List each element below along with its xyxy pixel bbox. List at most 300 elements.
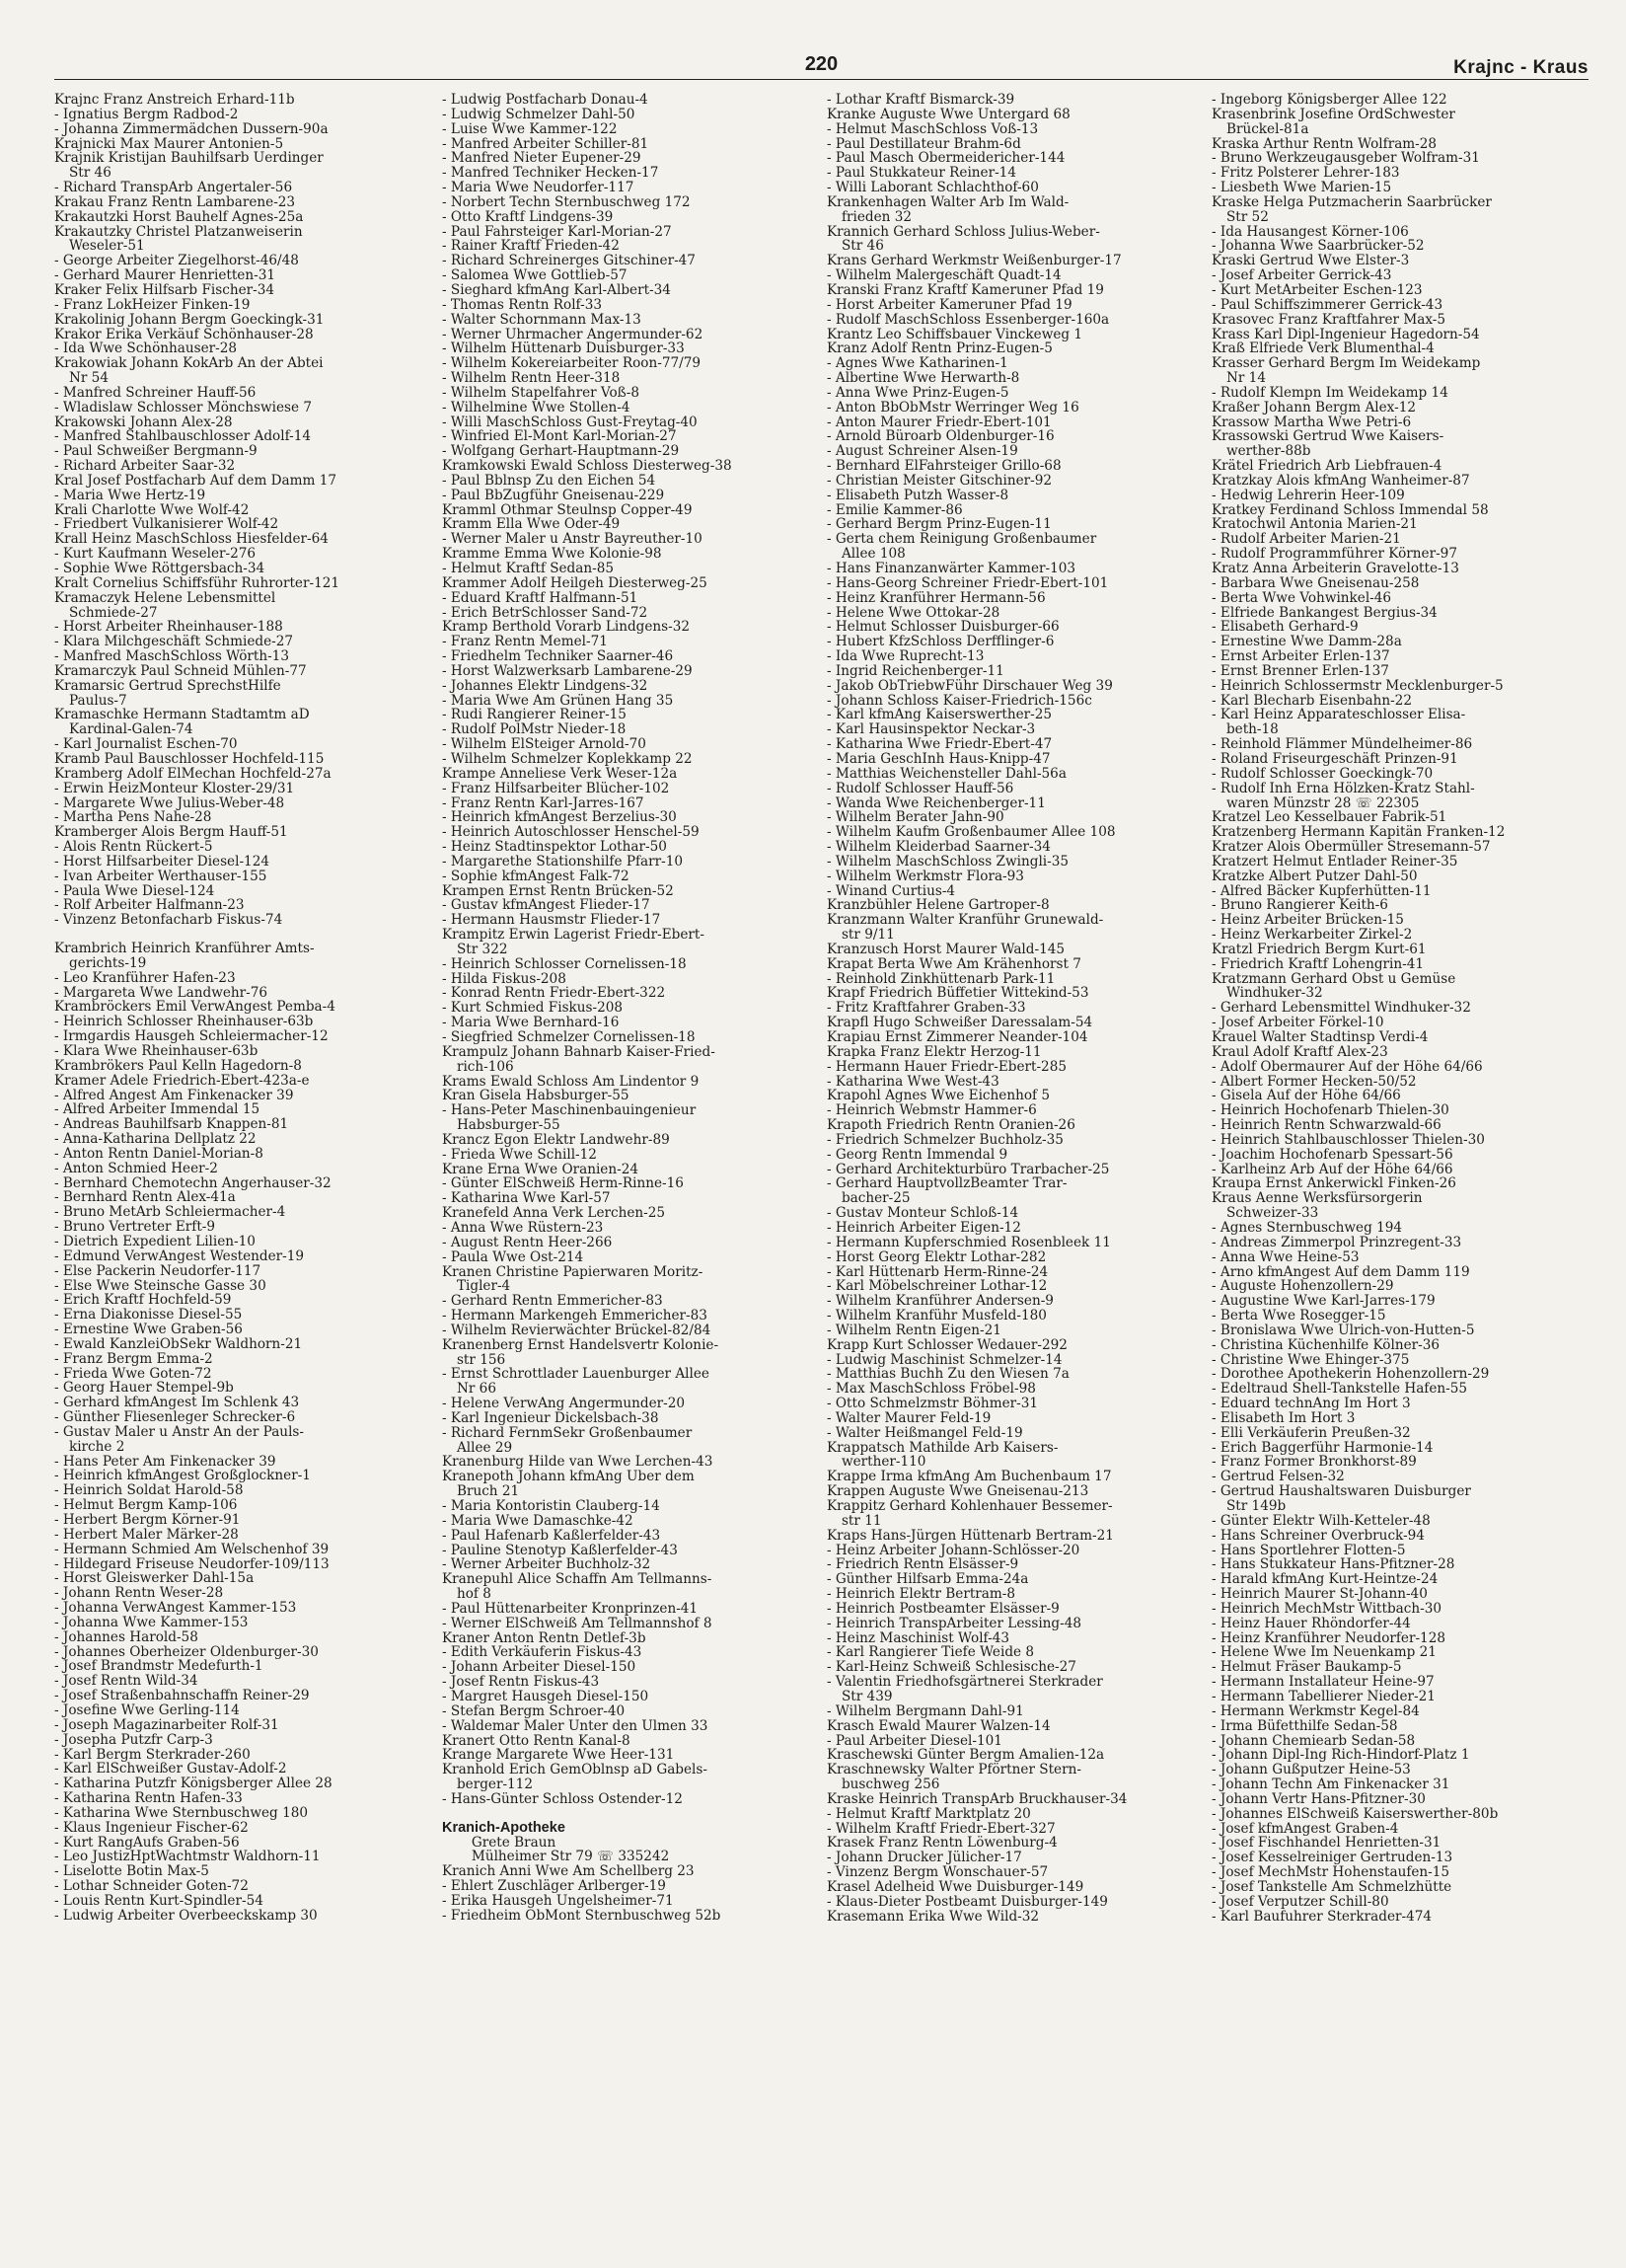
- directory-entry: - Heinrich Soldat Harold-58: [54, 1483, 244, 1499]
- directory-entry: str 9/11: [841, 928, 895, 943]
- directory-entry: Krampitz Erwin Lagerist Friedr-Ebert-: [442, 928, 704, 943]
- directory-entry: Krali Charlotte Wwe Wolf-42: [54, 502, 250, 518]
- directory-entry: - Wilhelm Rentn Eigen-21: [827, 1323, 1001, 1338]
- directory-entry: Kramp Berthold Vorarb Lindgens-32: [442, 620, 691, 636]
- directory-entry: - Ida Wwe Schönhauser-28: [54, 341, 238, 357]
- directory-entry: Kratzl Friedrich Bergm Kurt-61: [1212, 942, 1427, 957]
- directory-entry: - Manfred MaschSchloss Wörth-13: [54, 649, 289, 664]
- directory-entry: - Ernestine Wwe Graben-56: [54, 1323, 243, 1337]
- directory-entry: - Karl-Heinz Schweiß Schlesische-27: [827, 1660, 1076, 1676]
- directory-entry: Str 322: [456, 942, 508, 957]
- directory-entry: Kranski Franz Kraftf Kameruner Pfad 19: [827, 282, 1104, 298]
- directory-entry: - Maria Kontoristin Clauberg-14: [442, 1499, 660, 1514]
- directory-entry: Schmiede-27: [68, 605, 158, 621]
- directory-entry: - Hilda Fiskus-208: [442, 971, 566, 987]
- directory-entry: - Maria Wwe Damaschke-42: [442, 1513, 633, 1529]
- directory-entry: Krapp Kurt Schlosser Wedauer-292: [827, 1337, 1068, 1353]
- directory-entry: - Wilhelm Stapelfahrer Voß-8: [442, 385, 640, 401]
- directory-entry: - Werner Arbeiter Buchholz-32: [442, 1557, 651, 1573]
- directory-entry: - Helmut Bergm Kamp-106: [54, 1498, 238, 1513]
- directory-entry: - Valentin Friedhofsgärtnerei Sterkrader: [827, 1675, 1103, 1690]
- directory-entry: - Elli Verkäuferin Preußen-32: [1212, 1425, 1411, 1441]
- directory-entry: Kratzkay Alois kfmAng Wanheimer-87: [1212, 473, 1470, 489]
- directory-entry: - Karl Journalist Eschen-70: [54, 737, 238, 752]
- business-heading: Kranich-Apotheke: [442, 1820, 565, 1836]
- directory-entry: - Hans-Georg Schreiner Friedr-Ebert-101: [827, 575, 1109, 591]
- directory-entry: - Gustav Maler u Anstr An der Pauls-: [54, 1424, 304, 1440]
- directory-entry: - Franz Bergm Emma-2: [54, 1351, 213, 1367]
- directory-entry: - Johannes Harold-58: [54, 1629, 198, 1645]
- directory-entry: - Hans-Günter Schloss Ostender-12: [442, 1791, 683, 1807]
- directory-entry: - Johann Chemiearb Sedan-58: [1212, 1733, 1416, 1749]
- directory-entry: - Josef Kesselreiniger Gertruden-13: [1212, 1851, 1453, 1866]
- directory-entry: - Ludwig Schmelzer Dahl-50: [442, 107, 635, 122]
- directory-entry: Krasel Adelheid Wwe Duisburger-149: [827, 1879, 1084, 1895]
- directory-entry: - Heinrich Webmstr Hammer-6: [827, 1103, 1037, 1119]
- running-head: Krajnc - Kraus: [1453, 57, 1589, 78]
- directory-entry: - Eduard Kraftf Halfmann-51: [442, 590, 638, 606]
- directory-entry: - Adolf Obermaurer Auf der Höhe 64/66: [1212, 1059, 1483, 1075]
- directory-entry: - Karl kfmAng Kaiserswerther-25: [827, 708, 1053, 723]
- directory-entry: - Werner Maler u Anstr Bayreuther-10: [442, 532, 702, 548]
- directory-entry: - Walter Schornmann Max-13: [442, 312, 641, 328]
- directory-entry: - Ida Hausangest Körner-106: [1212, 224, 1409, 240]
- directory-entry: - Hermann Werkmstr Kegel-84: [1212, 1703, 1420, 1719]
- directory-entry: - Norbert Techn Sternbuschweg 172: [442, 194, 691, 210]
- page-number: 220: [804, 53, 839, 75]
- directory-entry: Krans Gerhard Werkmstr Weißenburger-17: [827, 254, 1122, 269]
- directory-entry: - Rudolf PolMstr Nieder-18: [442, 722, 627, 738]
- directory-entry: Kraner Anton Rentn Detlef-3b: [442, 1630, 646, 1646]
- directory-entry: - Paul Masch Obermeidericher-144: [827, 151, 1066, 167]
- directory-entry: - Heinrich Schlossermstr Mecklenburger-5: [1212, 678, 1504, 694]
- directory-entry: - Heinz Werkarbeiter Zirkel-2: [1212, 928, 1413, 943]
- directory-entry: - Fritz Kraftfahrer Graben-33: [827, 1001, 1026, 1017]
- directory-entry: - Vinzenz Bergm Wonschauer-57: [827, 1865, 1049, 1880]
- directory-entry: - Rudolf Programmführer Körner-97: [1212, 547, 1457, 562]
- directory-entry: - Anna-Katharina Dellplatz 22: [54, 1132, 257, 1147]
- directory-entry: - Bernhard ElFahrsteiger Grillo-68: [827, 459, 1062, 474]
- directory-entry: - Karl Blecharb Eisenbahn-22: [1212, 693, 1412, 709]
- directory-entry: Kraski Gertrud Wwe Elster-3: [1212, 254, 1410, 269]
- directory-entry: - Wilhelm Werkmstr Flora-93: [827, 869, 1024, 884]
- directory-entry: - Ludwig Arbeiter Overbeeckskamp 30: [54, 1908, 318, 1924]
- directory-entry: - Erich Baggerführ Harmonie-14: [1212, 1440, 1434, 1456]
- directory-entry: - Werner Uhrmacher Angermunder-62: [442, 327, 703, 342]
- directory-entry: Kramaschke Hermann Stadtamtm aD: [54, 708, 310, 723]
- directory-entry: - Friedrich Schmelzer Buchholz-35: [827, 1132, 1064, 1148]
- directory-entry: - Wladislaw Schlosser Mönchswiese 7: [54, 400, 313, 416]
- directory-entry: Krappe Irma kfmAng Am Buchenbaum 17: [827, 1470, 1112, 1485]
- directory-entry: Krasek Franz Rentn Löwenburg-4: [827, 1836, 1058, 1852]
- directory-entry: - Johann Arbeiter Diesel-150: [442, 1660, 636, 1676]
- directory-entry: - Wilhelm MaschSchloss Zwingli-35: [827, 854, 1070, 869]
- directory-entry: - Emilie Kammer-86: [827, 502, 963, 518]
- directory-entry: - Manfred Schreiner Hauff-56: [54, 385, 257, 401]
- directory-entry: - Friedbert Vulkanisierer Wolf-42: [54, 517, 279, 533]
- directory-entry: - Katharina Wwe Friedr-Ebert-47: [827, 737, 1053, 752]
- directory-entry: - Gerhard HauptvollzBeamter Trar-: [827, 1176, 1068, 1192]
- directory-entry: - Matthias Weichensteller Dahl-56a: [827, 766, 1067, 782]
- directory-entry: Krane Erna Wwe Oranien-24: [442, 1162, 638, 1177]
- directory-entry: - Eduard technAng Im Hort 3: [1212, 1397, 1411, 1411]
- directory-entry: - Gerhard Lebensmittel Windhuker-32: [1212, 1001, 1471, 1017]
- directory-entry: Kratzel Leo Kesselbauer Fabrik-51: [1212, 810, 1447, 826]
- directory-entry: - Heinrich Rentn Schwarzwald-66: [1212, 1118, 1441, 1133]
- directory-entry: - Horst Arbeiter Rheinhauser-188: [54, 620, 283, 636]
- directory-entry: - Leo Kranführer Hafen-23: [54, 970, 236, 986]
- directory-entry: - Kurt RangAufs Graben-56: [54, 1835, 240, 1851]
- directory-entry: - Helmut Fräser Baukamp-5: [1212, 1660, 1402, 1676]
- directory-entry: - Christine Wwe Ehinger-375: [1212, 1352, 1410, 1368]
- directory-entry: Kramberg Adolf ElMechan Hochfeld-27a: [54, 766, 332, 782]
- directory-entry: Krajnik Kristijan Bauhilfsarb Uerdinger: [54, 151, 324, 167]
- directory-entry: - Waldemar Maler Unter den Ulmen 33: [442, 1718, 708, 1734]
- directory-entry: Kratzke Albert Putzer Dahl-50: [1212, 869, 1418, 884]
- directory-entry: - Ignatius Bergm Radbod-2: [54, 107, 239, 122]
- directory-entry: - Edeltraud Shell-Tankstelle Hafen-55: [1212, 1382, 1468, 1398]
- directory-entry: Krapiau Ernst Zimmerer Neander-104: [827, 1030, 1088, 1045]
- directory-entry: - Josef Arbeiter Förkel-10: [1212, 1016, 1384, 1030]
- directory-entry: - Max MaschSchloss Fröbel-98: [827, 1382, 1036, 1398]
- directory-entry: - Rolf Arbeiter Halfmann-23: [54, 898, 245, 914]
- directory-entry: Kraske Heinrich TranspArb Bruckhauser-34: [827, 1791, 1128, 1807]
- directory-entry: werther-110: [841, 1455, 926, 1471]
- directory-entry: - Johanna Zimmermädchen Dussern-90a: [54, 121, 329, 137]
- directory-entry: - Hermann Installateur Heine-97: [1212, 1675, 1435, 1690]
- directory-entry: - Franz Former Bronkhorst-89: [1212, 1455, 1417, 1471]
- directory-entry: - Hans Schreiner Overbruck-94: [1212, 1528, 1425, 1544]
- directory-entry: - Günther Fliesenleger Schrecker-6: [54, 1410, 296, 1425]
- directory-entry: - Hermann Hausmstr Flieder-17: [442, 913, 661, 929]
- directory-entry: - Heinrich kfmAngest Berzelius-30: [442, 810, 677, 826]
- directory-entry: - Elisabeth Putzh Wasser-8: [827, 488, 1009, 503]
- directory-entry: - Rainer Kraftf Frieden-42: [442, 239, 620, 255]
- directory-entry: Krampe Anneliese Verk Weser-12a: [442, 766, 678, 782]
- directory-entry: - Lothar Kraftf Bismarck-39: [827, 93, 1015, 108]
- directory-entry: - Elisabeth Gerhard-9: [1212, 620, 1359, 636]
- directory-entry: Kranhold Erich GemOblnsp aD Gabels-: [442, 1763, 707, 1778]
- directory-entry: - Agnes Wwe Katharinen-1: [827, 356, 1008, 372]
- directory-entry: - Manfred Techniker Hecken-17: [442, 166, 659, 182]
- directory-entry: - Klara Milchgeschäft Schmiede-27: [54, 635, 294, 650]
- directory-entry: - Ivan Arbeiter Werthauser-155: [54, 869, 267, 884]
- directory-entry: Paulus-7: [68, 693, 127, 709]
- directory-entry: Krassow Martha Wwe Petri-6: [1212, 415, 1412, 430]
- directory-entry: - Karl Baufuhrer Sterkrader-474: [1212, 1909, 1433, 1925]
- directory-entry: - Ernst Schrottlader Lauenburger Allee: [442, 1367, 709, 1383]
- directory-entry: - Winfried El-Mont Karl-Morian-27: [442, 429, 677, 445]
- directory-entry: - Josef MechMstr Hohenstaufen-15: [1212, 1865, 1450, 1880]
- directory-entry: Krappen Auguste Wwe Gneisenau-213: [827, 1484, 1089, 1499]
- directory-entry: - Heinrich Schlosser Cornelissen-18: [442, 956, 687, 972]
- directory-entry: - Bruno Werkzeugausgeber Wolfram-31: [1212, 151, 1480, 167]
- directory-entry: - Wilhelm Kleiderbad Saarner-34: [827, 840, 1051, 855]
- directory-entry: - Heinrich Maurer St-Johann-40: [1212, 1587, 1428, 1602]
- directory-entry: - Joachim Hochofenarb Spessart-56: [1212, 1147, 1453, 1163]
- directory-entry: Kralt Cornelius Schiffsführ Ruhrorter-121: [54, 575, 340, 591]
- directory-entry: - Gisela Auf der Höhe 64/66: [1212, 1089, 1401, 1104]
- directory-entry: - Gerhard kfmAngest Im Schlenk 43: [54, 1396, 300, 1411]
- directory-entry: - Josef Verputzer Schill-80: [1212, 1894, 1389, 1910]
- directory-entry: - Jakob ObTriebwFühr Dirschauer Weg 39: [827, 678, 1113, 694]
- directory-entry: - Katharina Wwe Sternbuschweg 180: [54, 1805, 309, 1821]
- directory-entry: Kraschnewsky Walter Pförtner Stern-: [827, 1763, 1081, 1778]
- directory-entry: - Ernst Arbeiter Erlen-137: [1212, 649, 1390, 664]
- directory-entry: - Paul Arbeiter Diesel-101: [827, 1733, 1002, 1749]
- directory-entry: - Georg Rentn Immendal 9: [827, 1147, 1008, 1163]
- directory-entry: - Friedhelm Techniker Saarner-46: [442, 649, 674, 664]
- directory-entry: - Ernestine Wwe Damm-28a: [1212, 635, 1402, 650]
- directory-entry: - Erna Diakonisse Diesel-55: [54, 1308, 243, 1323]
- directory-entry: - Josef Straßenbahnschaffn Reiner-29: [54, 1689, 310, 1703]
- spacer: [442, 1807, 822, 1821]
- directory-entry: - Martha Pens Nahe-28: [54, 810, 212, 826]
- directory-entry: - Johann Dipl-Ing Rich-Hindorf-Platz 1: [1212, 1748, 1470, 1764]
- directory-entry: Kran Gisela Habsburger-55: [442, 1089, 629, 1104]
- directory-entry: - Heinz Kranführer Neudorfer-128: [1212, 1630, 1446, 1646]
- directory-entry: - Heinrich Schlosser Rheinhauser-63b: [54, 1015, 314, 1030]
- directory-entry: - Margret Hausgeh Diesel-150: [442, 1689, 649, 1704]
- directory-entry: - Gerhard Rentn Emmericher-83: [442, 1294, 663, 1310]
- directory-entry: - Erich BetrSchlosser Sand-72: [442, 605, 648, 621]
- directory-entry: - Werner ElSchweiß Am Tellmannshof 8: [442, 1616, 712, 1631]
- directory-entry: - Gustav Monteur Schloß-14: [827, 1206, 1019, 1221]
- directory-entry: - Johann Vertr Hans-Pfitzner-30: [1212, 1791, 1426, 1807]
- directory-entry: buschweg 256: [841, 1777, 940, 1792]
- directory-entry: Kranert Otto Rentn Kanal-8: [442, 1733, 630, 1749]
- directory-entry: - Heinz Maschinist Wolf-43: [827, 1630, 1009, 1646]
- directory-entry: - Frieda Wwe Goten-72: [54, 1366, 212, 1382]
- directory-entry: - Josef Tankstelle Am Schmelzhütte: [1212, 1879, 1452, 1895]
- directory-entry: - Josef Brandmstr Medefurth-1: [54, 1659, 263, 1675]
- directory-entry: - Heinrich TranspArbeiter Lessing-48: [827, 1616, 1082, 1631]
- directory-entry: - Hildegard Friseuse Neudorfer-109/113: [54, 1556, 330, 1572]
- directory-entry: - Heinz Arbeiter Johann-Schlösser-20: [827, 1543, 1080, 1558]
- directory-entry: Nr 14: [1225, 371, 1266, 386]
- directory-entry: - Thomas Rentn Rolf-33: [442, 297, 602, 313]
- directory-entry: - Matthias Buchh Zu den Wiesen 7a: [827, 1367, 1070, 1383]
- directory-entry: Kranich Anni Wwe Am Schellberg 23: [442, 1864, 695, 1880]
- directory-entry: - Franz Hilfsarbeiter Blücher-102: [442, 781, 670, 796]
- directory-entry: - Margarethe Stationshilfe Pfarr-10: [442, 854, 683, 869]
- directory-entry: Kraßer Johann Bergm Alex-12: [1212, 400, 1416, 416]
- directory-entry: berger-112: [456, 1777, 533, 1792]
- directory-entry: Kramb Paul Bauschlosser Hochfeld-115: [54, 751, 325, 767]
- directory-entry: - Ewald KanzleiObSekr Waldhorn-21: [54, 1336, 303, 1352]
- directory-entry: str 156: [456, 1352, 506, 1368]
- directory-entry: Krakor Erika Verkäuf Schönhauser-28: [54, 327, 314, 342]
- directory-entry: - Maria Wwe Am Grünen Hang 35: [442, 693, 674, 709]
- directory-entry: - George Arbeiter Ziegelhorst-46/48: [54, 254, 299, 269]
- directory-entry: - Christina Küchenhilfe Kölner-36: [1212, 1337, 1441, 1353]
- directory-entry: - Wilhelm Kranführer Andersen-9: [827, 1294, 1054, 1310]
- directory-entry: - Elfriede Bankangest Bergius-34: [1212, 605, 1438, 621]
- directory-entry: - Josepha Putzfr Carp-3: [54, 1732, 213, 1748]
- directory-entry: - Johanna Wwe Kammer-153: [54, 1615, 249, 1630]
- directory-entry: Kraß Elfriede Verk Blumenthal-4: [1212, 341, 1435, 357]
- directory-entry: Krammer Adolf Heilgeh Diesterweg-25: [442, 575, 707, 591]
- directory-entry: Krapf Friedrich Büffetier Wittekind-53: [827, 986, 1089, 1002]
- directory-entry: - Josef kfmAngest Graben-4: [1212, 1821, 1399, 1837]
- directory-entry: - Ingrid Reichenberger-11: [827, 663, 1004, 679]
- directory-entry: - Gertrud Felsen-32: [1212, 1470, 1345, 1485]
- directory-entry: - Manfred Nieter Eupener-29: [442, 151, 641, 167]
- directory-entry: - Helene Wwe Ottokar-28: [827, 605, 1000, 621]
- directory-entry: - Paul BbZugführ Gneisenau-229: [442, 488, 665, 503]
- directory-entry: - Hans Peter Am Finkenacker 39: [54, 1454, 276, 1470]
- directory-entry: Krakowiak Johann KokArb An der Abtei: [54, 356, 324, 372]
- directory-entry: - Kurt Schmied Fiskus-208: [442, 1001, 624, 1017]
- directory-entry: Str 52: [1225, 209, 1269, 225]
- directory-entry: - Irmgardis Hausgeh Schleiermacher-12: [54, 1029, 329, 1044]
- directory-entry: Windhuker-32: [1225, 986, 1323, 1002]
- directory-entry: - Gustav kfmAngest Flieder-17: [442, 898, 650, 914]
- directory-entry: - Helmut Kraftf Sedan-85: [442, 562, 615, 576]
- directory-entry: - August Rentn Heer-266: [442, 1235, 613, 1250]
- directory-entry: - Albertine Wwe Herwarth-8: [827, 371, 1020, 386]
- directory-entry: - Rudolf Schlosser Goeckingk-70: [1212, 766, 1434, 782]
- directory-entry: Kranefeld Anna Verk Lerchen-25: [442, 1206, 666, 1221]
- spacer: [54, 928, 434, 942]
- directory-entry: - Harald kfmAng Kurt-Heintze-24: [1212, 1572, 1439, 1588]
- directory-entry: - Franz Rentn Memel-71: [442, 635, 608, 650]
- directory-entry: - Bernhard Chemotechn Angerhauser-32: [54, 1175, 332, 1191]
- directory-entry: Krapfl Hugo Schweißer Daressalam-54: [827, 1016, 1093, 1030]
- directory-entry: - Otto Schmelzmstr Böhmer-31: [827, 1397, 1039, 1411]
- directory-entry: - Rudolf Schlosser Hauff-56: [827, 781, 1014, 796]
- directory-entry: Krasemann Erika Wwe Wild-32: [827, 1909, 1040, 1925]
- directory-entry: Kranzbühler Helene Gartroper-8: [827, 898, 1050, 914]
- directory-entry: - Franz LokHeizer Finken-19: [54, 297, 251, 313]
- directory-entry: - Helene Wwe Im Neuenkamp 21: [1212, 1645, 1437, 1661]
- directory-entry: Krauel Walter Stadtinsp Verdi-4: [1212, 1030, 1429, 1045]
- directory-entry: bacher-25: [841, 1191, 911, 1207]
- business-detail: Mülheimer Str 79 ☏ 335242: [471, 1850, 670, 1865]
- directory-entry: - Josef Fischhandel Henrietten-31: [1212, 1836, 1441, 1852]
- directory-entry: Tigler-4: [456, 1279, 511, 1295]
- directory-entry: - Karl Hausinspektor Neckar-3: [827, 722, 1036, 738]
- directory-entry: Krapka Franz Elektr Herzog-11: [827, 1044, 1042, 1060]
- directory-entry: Krassowski Gertrud Wwe Kaisers-: [1212, 429, 1444, 445]
- directory-entry: - Hermann Hauer Friedr-Ebert-285: [827, 1059, 1068, 1075]
- directory-entry: Kramml Othmar Steulnsp Copper-49: [442, 502, 693, 518]
- directory-entry: hof 8: [456, 1587, 491, 1602]
- directory-entry: beth-18: [1225, 722, 1279, 738]
- directory-entry: - Leo JustizHptWachtmstr Waldhorn-11: [54, 1850, 321, 1865]
- directory-entry: - Josef Rentn Fiskus-43: [442, 1675, 600, 1690]
- directory-entry: Krajnc Franz Anstreich Erhard-11b: [54, 93, 295, 108]
- directory-entry: - Karlheinz Arb Auf der Höhe 64/66: [1212, 1162, 1453, 1177]
- directory-entry: - Ludwig Maschinist Schmelzer-14: [827, 1352, 1063, 1368]
- directory-entry: Krasser Gerhard Bergm Im Weidekamp: [1212, 356, 1481, 372]
- directory-entry: - Willi MaschSchloss Gust-Freytag-40: [442, 415, 698, 430]
- directory-entry: - Fritz Polsterer Lehrer-183: [1212, 166, 1400, 182]
- directory-entry: - Karl Rangierer Tiefe Weide 8: [827, 1645, 1035, 1661]
- directory-entry: Str 46: [841, 239, 884, 255]
- directory-entry: Kraps Hans-Jürgen Hüttenarb Bertram-21: [827, 1528, 1114, 1544]
- directory-entry: Krantz Leo Schiffsbauer Vinckeweg 1: [827, 327, 1083, 342]
- directory-entry: str 11: [841, 1513, 882, 1529]
- directory-entry: - Helmut Kraftf Marktplatz 20: [827, 1806, 1031, 1822]
- directory-entry: Krambrich Heinrich Kranführer Amts-: [54, 942, 315, 956]
- directory-entry: - Rudolf Arbeiter Marien-21: [1212, 532, 1401, 548]
- directory-entry: - Dietrich Expedient Lilien-10: [54, 1234, 256, 1249]
- directory-entry: - Walter Maurer Feld-19: [827, 1410, 992, 1426]
- directory-entry: - Anton BbObMstr Werringer Weg 16: [827, 400, 1079, 416]
- directory-entry: Kramberger Alois Bergm Hauff-51: [54, 825, 288, 841]
- directory-entry: - Paul Hüttenarbeiter Kronprinzen-41: [442, 1601, 699, 1617]
- directory-entry: Str 46: [68, 166, 111, 182]
- directory-entry: - Bruno MetArb Schleiermacher-4: [54, 1205, 286, 1221]
- directory-entry: - Lothar Schneider Goten-72: [54, 1879, 249, 1894]
- directory-entry: - Edith Verkäuferin Fiskus-43: [442, 1645, 642, 1661]
- directory-entry: Kranenburg Hilde van Wwe Lerchen-43: [442, 1455, 713, 1471]
- directory-entry: - Maria Wwe Bernhard-16: [442, 1016, 620, 1030]
- directory-entry: - Vinzenz Betonfacharb Fiskus-74: [54, 913, 283, 929]
- directory-entry: - Andreas Zimmerpol Prinzregent-33: [1212, 1235, 1462, 1250]
- directory-entry: - Gerhard Architekturbüro Trarbacher-25: [827, 1162, 1110, 1177]
- header-rule: [54, 79, 1589, 80]
- directory-entry: - Edmund VerwAngest Westender-19: [54, 1248, 305, 1264]
- directory-entry: gerichts-19: [68, 955, 147, 971]
- directory-entry: - Erich Kraftf Hochfeld-59: [54, 1293, 232, 1309]
- directory-entry: - Friedheim ObMont Sternbuschweg 52b: [442, 1908, 721, 1924]
- directory-entry: - Alfred Bäcker Kupferhütten-11: [1212, 883, 1432, 899]
- directory-entry: - Joseph Magazinarbeiter Rolf-31: [54, 1717, 279, 1733]
- directory-entry: - Friedrich Rentn Elsässer-9: [827, 1557, 1019, 1573]
- directory-column-2: [442, 93, 822, 1924]
- directory-entry: Kraul Adolf Kraftf Alex-23: [1212, 1044, 1388, 1060]
- directory-entry: - Gerta chem Reinigung Großenbaumer: [827, 532, 1097, 548]
- directory-entry: kirche 2: [68, 1439, 125, 1455]
- directory-entry: Kranz Adolf Rentn Prinz-Eugen-5: [827, 341, 1053, 357]
- directory-entry: - Kurt MetArbeiter Eschen-123: [1212, 282, 1423, 298]
- directory-entry: - Ernst Brenner Erlen-137: [1212, 663, 1389, 679]
- directory-entry: - Rudolf Inh Erna Hölzken-Kratz Stahl-: [1212, 781, 1475, 796]
- directory-entry: - Arnold Büroarb Oldenburger-16: [827, 429, 1055, 445]
- directory-entry: Kramer Adele Friedrich-Ebert-423a-e: [54, 1073, 310, 1089]
- directory-entry: - Klaus-Dieter Postbeamt Duisburger-149: [827, 1894, 1108, 1910]
- directory-entry: Krakolinig Johann Bergm Goeckingk-31: [54, 312, 325, 328]
- directory-entry: - Anton Rentn Daniel-Morian-8: [54, 1146, 263, 1162]
- directory-entry: - Sophie Wwe Röttgersbach-34: [54, 562, 265, 576]
- directory-entry: - Sieghard kfmAng Karl-Albert-34: [442, 282, 671, 298]
- directory-entry: Krambrökers Paul Kelln Hagedorn-8: [54, 1058, 302, 1074]
- directory-entry: - Christian Meister Gitschiner-92: [827, 473, 1053, 489]
- directory-entry: Kraupa Ernst Ankerwickl Finken-26: [1212, 1176, 1456, 1192]
- directory-entry: - Herbert Maler Märker-28: [54, 1527, 239, 1543]
- directory-entry: - Richard Schreinerges Gitschiner-47: [442, 254, 696, 269]
- directory-entry: - Wilhelm Rentn Heer-318: [442, 371, 621, 386]
- directory-entry: - Else Packerin Neudorfer-117: [54, 1263, 261, 1279]
- directory-entry: - Ingeborg Königsberger Allee 122: [1212, 93, 1447, 108]
- directory-entry: Nr 66: [456, 1382, 496, 1398]
- directory-entry: - Karl Heinz Apparateschlosser Elisa-: [1212, 708, 1466, 723]
- directory-entry: - Klara Wwe Rheinhauser-63b: [54, 1044, 259, 1059]
- directory-entry: Kratkey Ferdinand Schloss Immendal 58: [1212, 502, 1489, 518]
- directory-entry: - Karl ElSchweißer Gustav-Adolf-2: [54, 1762, 287, 1777]
- directory-entry: - Helmut Schlosser Duisburger-66: [827, 620, 1060, 636]
- directory-entry: - Wolfgang Gerhart-Hauptmann-29: [442, 444, 680, 460]
- directory-entry: - Paul Bblnsp Zu den Eichen 54: [442, 473, 656, 489]
- directory-entry: Krasch Ewald Maurer Walzen-14: [827, 1718, 1051, 1734]
- directory-entry: - Maria GeschInh Haus-Knipp-47: [827, 751, 1051, 767]
- directory-entry: - Paul Stukkateur Reiner-14: [827, 166, 1016, 182]
- directory-entry: - Bruno Vertreter Erft-9: [54, 1220, 216, 1235]
- directory-entry: - Wilhelm Malergeschäft Quadt-14: [827, 268, 1062, 283]
- directory-entry: - Anna Wwe Rüstern-23: [442, 1220, 604, 1236]
